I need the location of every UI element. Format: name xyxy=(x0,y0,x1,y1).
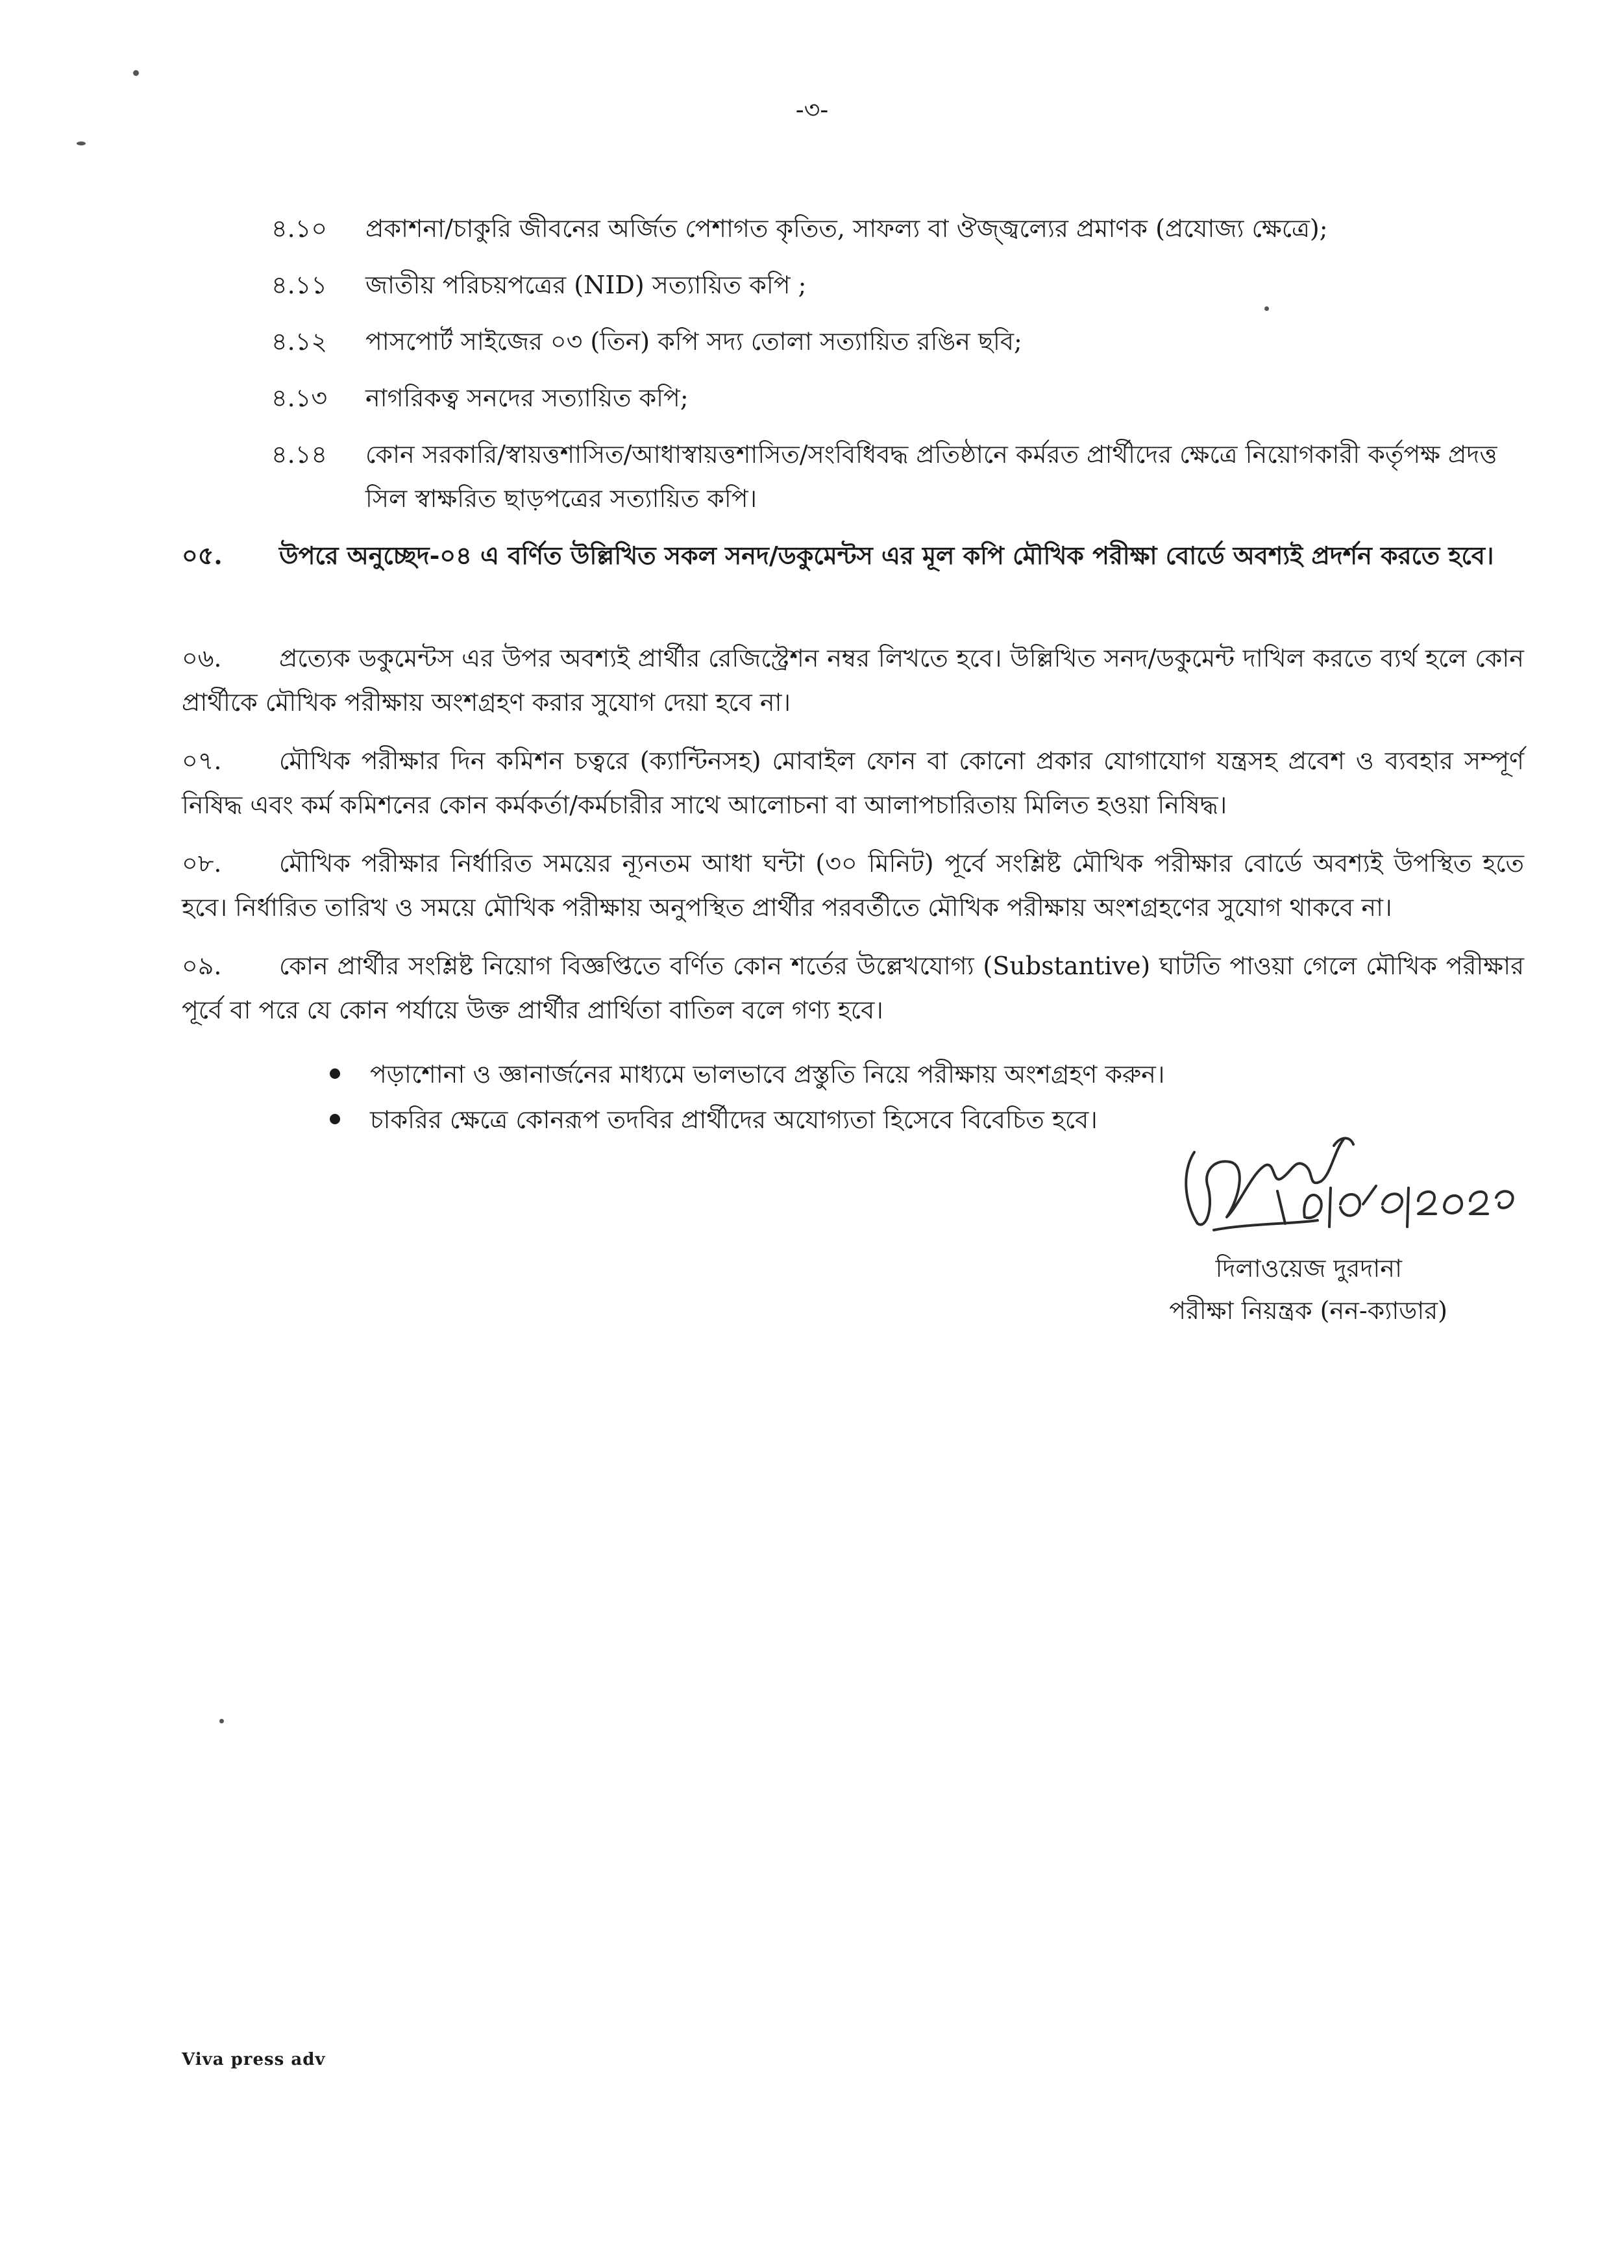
paragraph-number: ০৬. xyxy=(182,644,222,672)
paragraph-text: মৌখিক পরীক্ষার দিন কমিশন চত্বরে (ক্যান্টিনসহ) মোবাইল ফোন বা কোনো প্রকার যোগাযোগ যন্ত্রসহ প্রবেশ ও ব্যবহার সম্পূর্ণ নিষিদ্ধ এবং কর্ম কমিশনের কোন কর্মকর্তা/কর্মচারীর সাথে আলোচনা বা আলাপচারিতায় মিলিত হওয়া নিষিদ্ধ। xyxy=(182,746,1524,819)
sub-item-text: পাসপোর্ট সাইজের ০৩ (তিন) কপি সদ্য তোলা সত্যায়িত রঙিন ছবি; xyxy=(365,327,1022,356)
paragraph-text: উপরে অনুচ্ছেদ-০৪ এ বর্ণিত উল্লিখিত সকল সনদ/ডকুমেন্টস এর মূল কপি মৌখিক পরীক্ষা বোর্ডে অবশ্যই প্রদর্শন করতে হবে। xyxy=(279,541,1494,570)
paragraph-text: প্রত্যেক ডকুমেন্টস এর উপর অবশ্যই প্রার্থীর রেজিস্ট্রেশন নম্বর লিখতে হবে। উল্লিখিত সনদ/ডকুমেন্ট দাখিল করতে ব্যর্থ হলে কোন প্রার্থীকে মৌখিক পরীক্ষায় অংশগ্রহণ করার সুযোগ দেয়া হবে না। xyxy=(182,644,1524,717)
scan-speck xyxy=(133,70,139,76)
paragraph-text: মৌখিক পরীক্ষার নির্ধারিত সময়ের ন্যূনতম আধা ঘন্টা (৩০ মিনিট) পূর্বে সংশ্লিষ্ট মৌখিক পরীক্ষার বোর্ডে অবশ্যই উপস্থিত হতে হবে। নির্ধারিত তারিখ ও সময়ে মৌখিক পরীক্ষায় অনুপস্থিত প্রার্থীর পরবর্তীতে মৌখিক পরীক্ষায় অংশগ্রহণের সুযোগ থাকবে না। xyxy=(182,849,1524,922)
sub-item xyxy=(271,432,1524,521)
handwritten-signature xyxy=(1168,1126,1532,1250)
paragraph-number: ০৭. xyxy=(182,746,222,775)
bullet-text: চাকরির ক্ষেত্রে কোনরূপ তদবির প্রার্থীদের অযোগ্যতা হিসেবে বিবেচিত হবে। xyxy=(370,1105,1098,1134)
paragraph xyxy=(182,841,1524,930)
paragraph-number: ০৮. xyxy=(182,849,222,878)
sub-item-number: ৪.১০ xyxy=(271,214,328,243)
sub-item xyxy=(271,263,1524,307)
scan-speck xyxy=(1264,306,1269,311)
paragraph-number: ০৯. xyxy=(182,952,222,980)
sub-item xyxy=(271,319,1524,364)
bullet-item xyxy=(325,1052,1428,1097)
sub-item-text: জাতীয় পরিচয়পত্রের (NID) সত্যায়িত কপি ; xyxy=(365,271,807,299)
paragraph xyxy=(182,739,1524,827)
paragraph xyxy=(182,944,1524,1032)
scan-speck xyxy=(77,142,86,145)
scan-speck xyxy=(219,1719,224,1723)
sub-item-number: ৪.১২ xyxy=(271,327,328,356)
bullet-dot-icon xyxy=(330,1114,340,1124)
sub-item-number: ৪.১৩ xyxy=(271,384,328,412)
paragraph xyxy=(182,636,1524,724)
footer-note: Viva press adv xyxy=(182,2050,326,2069)
signer-title: পরীক্ষা নিয়ন্ত্রক (নন-ক্যাডার) xyxy=(1169,1296,1447,1325)
bullet-text: পড়াশোনা ও জ্ঞানার্জনের মাধ্যমে ভালভাবে প্রস্তুতি নিয়ে পরীক্ষায় অংশগ্রহণ করুন। xyxy=(370,1060,1165,1089)
sub-item xyxy=(271,376,1524,420)
page-number: -৩- xyxy=(795,95,829,124)
paragraph-text: কোন প্রার্থীর সংশ্লিষ্ট নিয়োগ বিজ্ঞপ্তিতে বর্ণিত কোন শর্তের উল্লেখযোগ্য (Substantive) ঘাটতি পাওয়া গেলে মৌখিক পরীক্ষার পূর্বে বা পরে যে কোন পর্যায়ে উক্ত প্রার্থীর প্রার্থিতা বাতিল বলে গণ্য হবে। xyxy=(182,952,1524,1024)
sub-item-text: প্রকাশনা/চাকুরি জীবনের অর্জিত পেশাগত কৃতিত, সাফল্য বা ঔজ্জ্বল্যের প্রমাণক (প্রযোজ্য ক্ষেত্রে); xyxy=(365,214,1328,243)
signer-name: দিলাওয়েজ দুরদানা xyxy=(1215,1254,1402,1283)
paragraph-number: ০৫. xyxy=(182,541,223,570)
paragraph xyxy=(182,534,1524,578)
sub-item-number: ৪.১৪ xyxy=(271,440,328,469)
bullet-dot-icon xyxy=(330,1068,340,1079)
sub-item xyxy=(271,206,1524,251)
sub-item-text: নাগরিকত্ব সনদের সত্যায়িত কপি; xyxy=(365,384,689,412)
sub-item-number: ৪.১১ xyxy=(271,271,328,299)
sub-item-text: কোন সরকারি/স্বায়ত্তশাসিত/আধাস্বায়ত্তশাসিত/সংবিধিবদ্ধ প্রতিষ্ঠানে কর্মরত প্রার্থীদের ক্ষেত্রে নিয়োগকারী কর্তৃপক্ষ প্রদত্ত সিল স্বাক্ষরিত ছাড়পত্রের সত্যায়িত কপি। xyxy=(365,440,1497,513)
